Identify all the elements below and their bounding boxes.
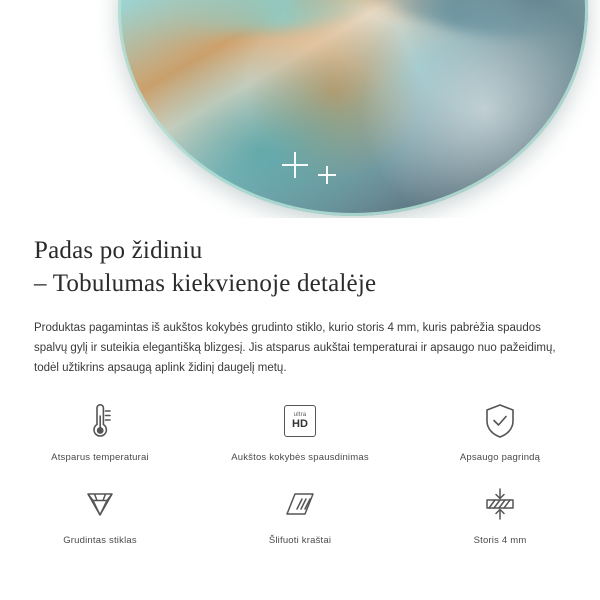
feature-item-print-quality [200,390,400,473]
feature-item-temperature [0,390,200,473]
feature-grid [0,390,600,556]
glass-disc-graphic [118,0,588,216]
polished-edge-icon [206,481,394,527]
ultra-hd-badge-top: ultra [293,412,307,418]
feature-item-tempered-glass [0,473,200,556]
feature-label: Šlifuoti kraštai [268,535,332,546]
hero-image [0,0,600,218]
diamond-icon [6,481,194,527]
feature-item-polished-edges [200,473,400,556]
content-block [0,218,600,378]
headline-line-1: Padas po židiniu [34,237,203,264]
feature-label: Storis 4 mm [473,535,527,546]
feature-label: Atsparus temperaturai [51,452,149,463]
feature-label: Aukštos kokybės spausdinimas [231,452,369,463]
headline-line-2: – Tobulumas kiekvienoje detalėje [34,270,377,297]
ultra-hd-icon [206,398,394,444]
feature-row-1 [0,390,600,473]
feature-item-thickness [400,473,600,556]
feature-label: Apsaugo pagrindą [459,452,541,463]
feature-label: Grudintas stiklas [63,535,137,546]
feature-item-surface-protection [400,390,600,473]
thermometer-icon [6,398,194,444]
page-title [0,218,600,300]
ultra-hd-badge-bottom: HD [292,418,308,430]
shield-check-icon [406,398,594,444]
feature-row-2 [0,473,600,556]
thickness-icon [406,481,594,527]
description-text: Produktas pagamintas iš aukštos kokybės grudinto stiklo, kurio storis 4 mm, kuris pabrėžia spaudos spalvų gylį ir suteikia elegantišką blizgesį. Jis atsparus aukštai temperaturai ir apsaugo nuo pažeidimų, todėl užtikrins apsaugą aplink židinį daugelį metų. [34,322,556,374]
